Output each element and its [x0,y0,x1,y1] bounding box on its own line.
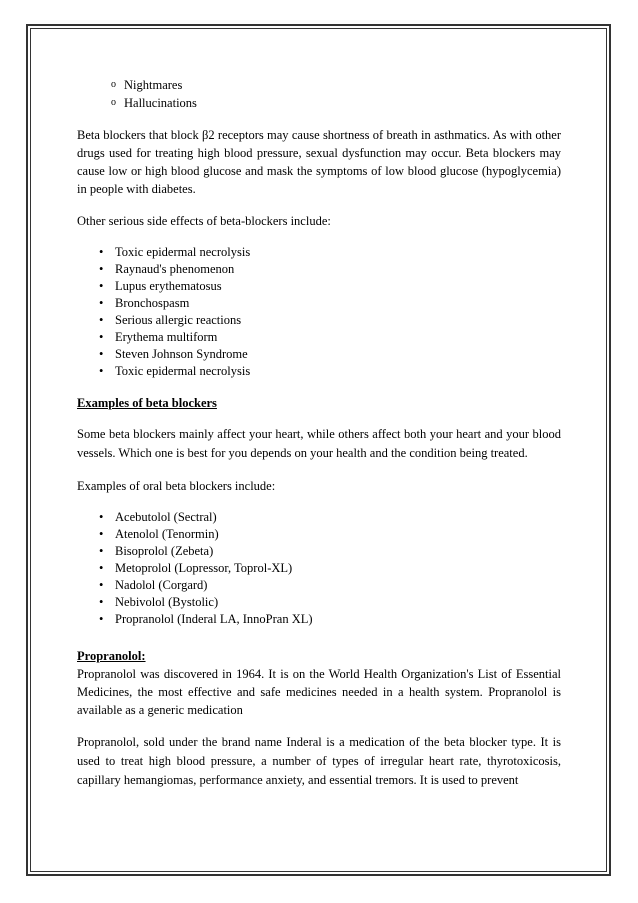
list-item: • Serious allergic reactions [115,312,561,329]
list-item: • Acebutolol (Sectral) [115,509,561,526]
paragraph-propranolol-uses: Propranolol, sold under the brand name Inderal is a medication of the beta blocker type. It is used to treat high blood pressure, a number of types of irregular heart rate, thyrotoxicosis, capillary hemangiomas, performance anxiety, and essential tremors. It is used to prevent [77,735,561,787]
list-item: • Raynaud's phenomenon [115,261,561,278]
list-item: • Atenolol (Tenormin) [115,526,561,543]
paragraph-examples-intro: Some beta blockers mainly affect your heart, while others affect both your heart and your blood vessels. Which one is best for you depends on your health and the condition being treated. [77,427,561,460]
section-heading-propranolol: Propranolol: [77,649,146,663]
symptom-sublist [77,76,561,112]
list-item: • Metoprolol (Lopressor, Toprol-XL) [115,560,561,577]
list-item: • Toxic epidermal necrolysis [115,363,561,380]
paragraph-beta2-effects: Beta blockers that block β2 receptors may cause shortness of breath in asthmatics. As with other drugs used for treating high blood pressure, sexual dysfunction may occur. Beta blockers may cause low or high blood glucose and mask the symptoms of low blood glucose (hypoglycemia) in people with diabetes. [77,128,561,196]
list-item: • Nebivolol (Bystolic) [115,594,561,611]
list-item: o Hallucinations [124,94,561,112]
list-item: • Lupus erythematosus [115,278,561,295]
list-item: • Bronchospasm [115,295,561,312]
paragraph-side-effects-intro: Other serious side effects of beta-blockers include: [77,214,331,228]
oral-blockers-list [77,509,561,628]
list-item: • Nadolol (Corgard) [115,577,561,594]
list-item: • Steven Johnson Syndrome [115,346,561,363]
list-item: • Toxic epidermal necrolysis [115,244,561,261]
paragraph-oral-intro: Examples of oral beta blockers include: [77,479,276,493]
list-item: • Bisoprolol (Zebeta) [115,543,561,560]
paragraph-propranolol-history: Propranolol was discovered in 1964. It is on the World Health Organization's List of Essential Medicines, the most effective and safe medicines needed in a health system. Propranolol is available as a generic medication [77,667,561,717]
document-body [77,76,561,790]
list-item: • Propranolol (Inderal LA, InnoPran XL) [115,611,561,628]
list-item: • Erythema multiform [115,329,561,346]
side-effects-list [77,244,561,380]
list-item: o Nightmares [124,76,561,94]
section-heading-examples: Examples of beta blockers [77,396,217,410]
